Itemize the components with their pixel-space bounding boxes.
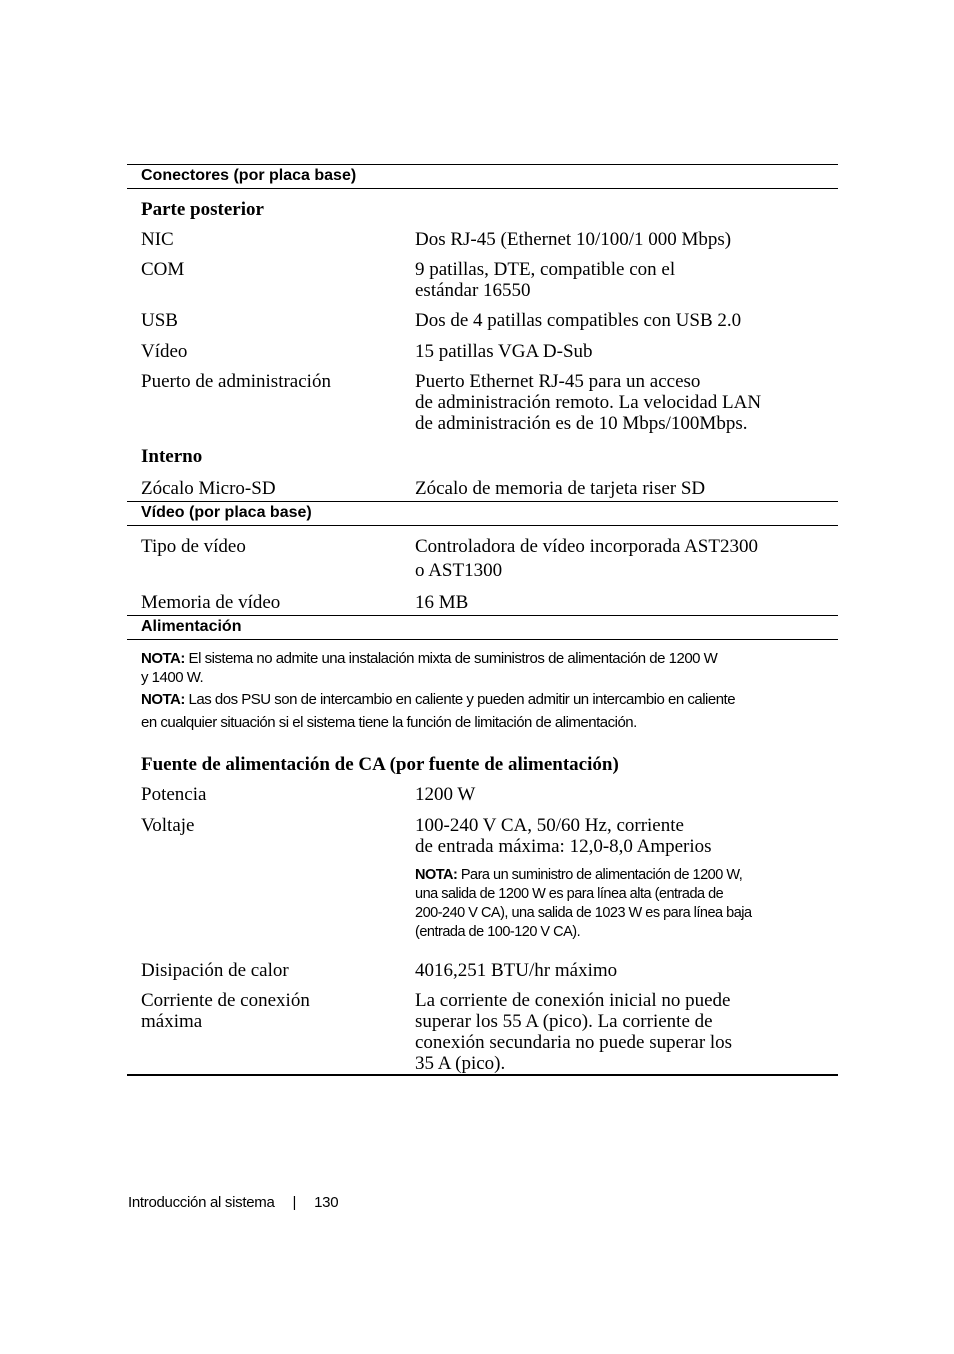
note-label: NOTA: [141,650,185,667]
note-label: NOTA: [415,867,458,883]
spec-value-mgmt-line1: Puerto Ethernet RJ-45 para un acceso [415,371,701,392]
spec-key-inrush-line1: Corriente de conexión [141,990,310,1011]
note-label: NOTA: [141,691,185,708]
footer-separator: | [292,1194,297,1211]
note-hot-swap [141,691,735,731]
subheading-internal: Interno [141,446,203,467]
note-text: El sistema no admite una instalación mixta de suministros de alimentación de 1200 W [184,650,718,667]
spec-value-voltage-line1: 100-240 V CA, 50/60 Hz, corriente [415,815,684,836]
spec-value-video-type-line1: Controladora de vídeo incorporada AST2300 [415,536,758,557]
note-text-line2: una salida de 1200 W es para línea alta (entrada de [415,886,724,902]
note-text: Las dos PSU son de intercambio en caliente y pueden admitir un intercambio en caliente [184,691,736,708]
section-header-connectors: Conectores (por placa base) [127,164,838,189]
spec-value-video-type-line2: o AST1300 [415,560,503,581]
note-mixed-psu [141,650,717,686]
note-text-line2: en cualquier situación si el sistema tiene la función de limitación de alimentación. [141,714,637,731]
spec-value-com-line1: 9 patillas, DTE, compatible con el [415,259,676,280]
note-voltage [415,866,752,942]
spec-key-inrush-line2: máxima [141,1011,203,1032]
spec-value-inrush-line2: superar los 55 A (pico). La corriente de [415,1011,713,1032]
spec-key-com: COM [141,259,185,280]
section-header-power: Alimentación [127,615,838,640]
spec-value-inrush-line4: 35 A (pico). [415,1053,506,1074]
note-text: Para un suministro de alimentación de 1200 W, [457,867,743,883]
spec-key-wattage: Potencia [141,784,207,805]
footer-chapter: Introducción al sistema [128,1194,275,1211]
spec-key-usb: USB [141,310,178,331]
spec-key-nic: NIC [141,229,174,250]
spec-value-microsd: Zócalo de memoria de tarjeta riser SD [415,478,706,499]
note-text-line4: (entrada de 100-120 V CA). [415,924,581,940]
spec-value-usb: Dos de 4 patillas compatibles con USB 2.0 [415,310,742,331]
table-bottom-rule [127,1074,838,1076]
spec-value-inrush-line1: La corriente de conexión inicial no puede [415,990,731,1011]
subheading-rear: Parte posterior [141,199,264,220]
spec-key-video-type: Tipo de vídeo [141,536,246,557]
spec-value-video: 15 patillas VGA D-Sub [415,341,593,362]
spec-value-mgmt-line2: de administración remoto. La velocidad LAN [415,392,762,413]
spec-value-heat: 4016,251 BTU/hr máximo [415,960,618,981]
note-text-line2: y 1400 W. [141,669,204,686]
page-number: 130 [314,1194,339,1211]
subheading-ac-supply: Fuente de alimentación de CA (por fuente de alimentación) [141,754,619,775]
spec-value-inrush-line3: conexión secundaria no puede superar los [415,1032,733,1053]
spec-value-com-line2: estándar 16550 [415,280,531,301]
note-text-line3: 200-240 V CA), una salida de 1023 W es para línea baja [415,905,752,921]
spec-key-video: Vídeo [141,341,188,362]
spec-value-mgmt-line3: de administración es de 10 Mbps/100Mbps. [415,413,748,434]
section-header-video: Vídeo (por placa base) [127,501,838,526]
spec-key-microsd: Zócalo Micro-SD [141,478,276,499]
spec-key-mgmt-port: Puerto de administración [141,371,331,392]
spec-value-voltage-line2: de entrada máxima: 12,0-8,0 Amperios [415,836,712,857]
spec-value-video-memory: 16 MB [415,592,469,613]
spec-key-video-memory: Memoria de vídeo [141,592,281,613]
spec-value-wattage: 1200 W [415,784,476,805]
spec-value-nic: Dos RJ-45 (Ethernet 10/100/1 000 Mbps) [415,229,732,250]
page-footer [128,1194,338,1211]
spec-key-voltage: Voltaje [141,815,195,836]
spec-key-heat: Disipación de calor [141,960,289,981]
